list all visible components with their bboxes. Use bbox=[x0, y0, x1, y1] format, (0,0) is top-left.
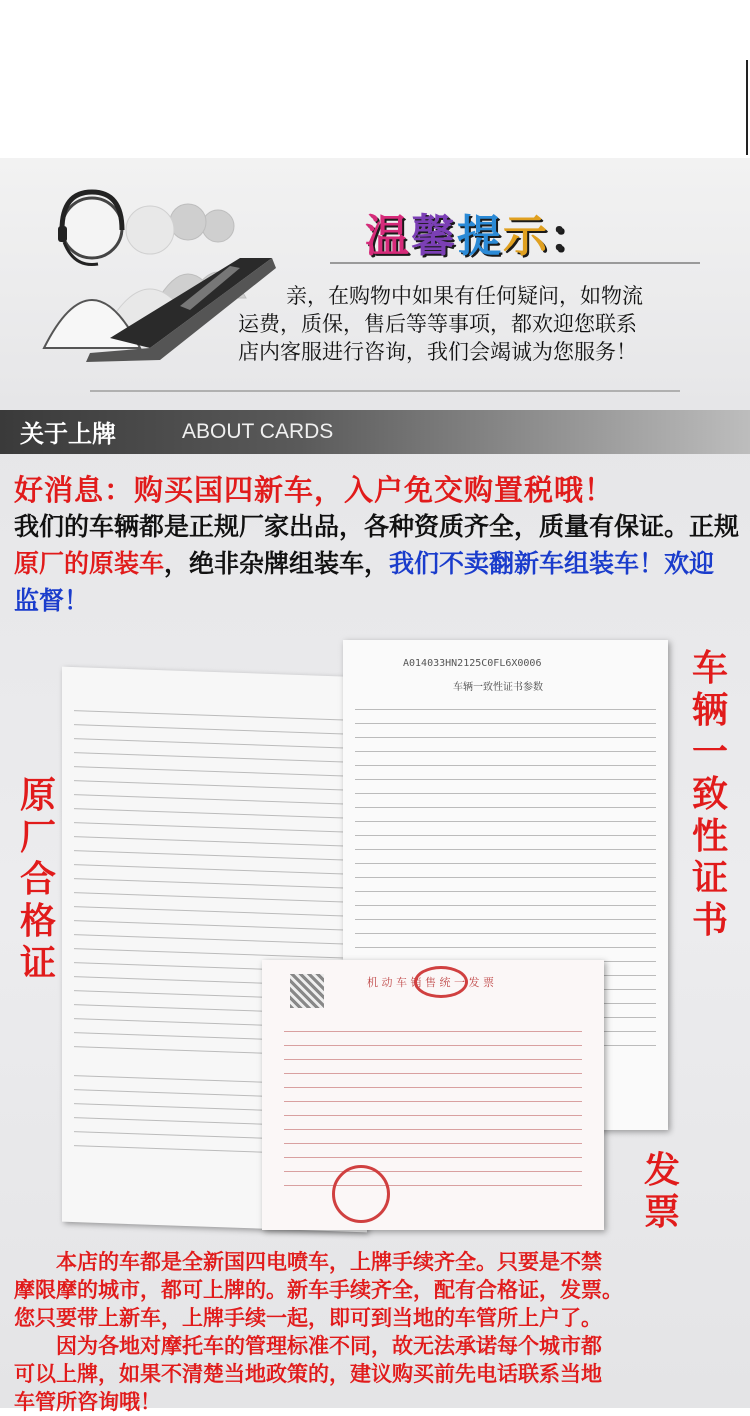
tips-divider bbox=[330, 262, 700, 264]
good-news-headline: 好消息：购买国四新车，入户免交购置税哦！ bbox=[14, 473, 615, 507]
notice-line: 车管所咨询哦！ bbox=[14, 1390, 161, 1414]
warm-tips-title bbox=[365, 200, 595, 264]
statement-highlight-blue: 我们不卖翻新车组装车！欢迎监督！ bbox=[14, 549, 715, 615]
invoice-qr-code bbox=[290, 974, 324, 1008]
top-edge-bar bbox=[746, 60, 748, 155]
tips-title-char: 提 bbox=[457, 211, 503, 262]
params-title: 车辆一致性证书参数 bbox=[453, 682, 543, 693]
tips-message bbox=[238, 282, 708, 366]
notice-line: 摩限摩的城市，都可上牌的。新车手续齐全，配有合格证，发票。 bbox=[14, 1278, 623, 1302]
notice-line: 可以上牌，如果不清楚当地政策的，建议购买前先电话联系当地 bbox=[14, 1362, 602, 1386]
notice-line: 因为各地对摩托车的管理标准不同，故无法承诺每个城市都 bbox=[56, 1334, 602, 1358]
notice-line: 本店的车都是全新国四电喷车，上牌手续齐全。只要是不禁 bbox=[56, 1250, 602, 1274]
tips-title-char: 馨 bbox=[411, 211, 457, 262]
tips-title-char: 示 bbox=[503, 211, 549, 262]
invoice-label: 发票 bbox=[643, 1150, 680, 1233]
tips-title-char: ： bbox=[549, 211, 595, 262]
tips-line: 运费，质保，售后等等事项，都欢迎您联系 bbox=[238, 312, 637, 336]
registration-notice bbox=[14, 1248, 742, 1416]
statement-highlight-red: 原厂的原装车 bbox=[14, 549, 165, 578]
tips-bottom-divider bbox=[90, 390, 680, 392]
invoice-image bbox=[262, 960, 604, 1230]
invoice-title: 机 动 车 销 售 统 一 发 票 bbox=[367, 976, 494, 989]
top-blank-area bbox=[0, 0, 750, 158]
statement-text: 我们的车辆都是正规厂家出品，各种资质齐全，质量有保证。正规 bbox=[14, 512, 740, 541]
conformity-certificate-label: 车辆一致性证书 bbox=[691, 648, 728, 941]
params-code: A014033HN2125C0FL6X0006 bbox=[403, 658, 542, 669]
section-title-cn: 关于上牌 bbox=[20, 419, 116, 448]
tips-title-char: 温 bbox=[365, 211, 411, 262]
notice-line: 您只要带上新车，上牌手续一起，即可到当地的车管所上户了。 bbox=[14, 1306, 602, 1330]
section-title-en: ABOUT CARDS bbox=[182, 420, 334, 443]
statement-text: ，绝非杂牌组装车， bbox=[164, 549, 390, 578]
quality-statement bbox=[14, 508, 739, 619]
tips-line: 店内客服进行咨询，我们会竭诚为您服务！ bbox=[238, 340, 637, 364]
factory-certificate-label: 原厂合格证 bbox=[19, 775, 56, 984]
invoice-top-stamp bbox=[414, 966, 468, 998]
tips-line: 亲，在购物中如果有任何疑问，如物流 bbox=[286, 284, 643, 308]
invoice-stamp bbox=[332, 1165, 390, 1223]
